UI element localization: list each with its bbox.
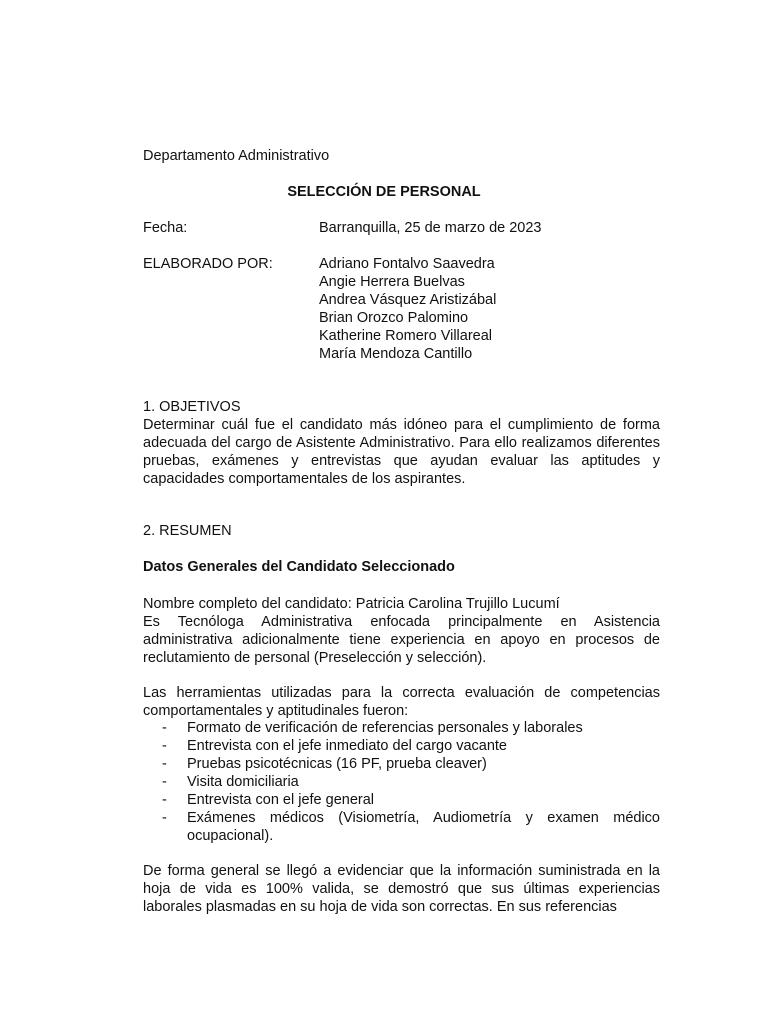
conclusion-text: De forma general se llegó a evidenciar que la información suministrada en la hoja de vida es 100% valida, se demostró que sus últimas experiencias laborales plasmadas en su hoja de vida son correctas. En sus referencias xyxy=(143,863,660,915)
author-name: Andrea Vásquez Aristizábal xyxy=(319,292,497,308)
list-item xyxy=(143,809,660,845)
list-item xyxy=(143,773,660,791)
list-item-text: Formato de verificación de referencias personales y laborales xyxy=(187,720,583,736)
conclusion-paragraph xyxy=(143,862,660,916)
tools-list xyxy=(143,719,660,845)
objectives-heading: 1. OBJETIVOS xyxy=(143,399,241,415)
list-item-text: Pruebas psicotécnicas (16 PF, prueba cleaver) xyxy=(187,756,487,772)
list-item xyxy=(143,755,660,773)
summary-heading: 2. RESUMEN xyxy=(143,523,232,539)
tools-intro xyxy=(143,684,660,720)
bullet-dash: - xyxy=(162,774,167,790)
list-item-text: Visita domiciliaria xyxy=(187,774,299,790)
list-item-text: Entrevista con el jefe inmediato del cargo vacante xyxy=(187,738,507,754)
date-label: Fecha: xyxy=(143,220,188,236)
author-name: Adriano Fontalvo Saavedra xyxy=(319,256,495,272)
objectives-body xyxy=(143,416,660,488)
candidate-data-heading: Datos Generales del Candidato Seleccionado xyxy=(143,559,455,575)
bullet-dash: - xyxy=(162,720,167,736)
authors-list xyxy=(319,255,496,363)
author-name: María Mendoza Cantillo xyxy=(319,346,473,362)
bullet-dash: - xyxy=(162,810,167,826)
bullet-dash: - xyxy=(162,738,167,754)
author-name: Katherine Romero Villareal xyxy=(319,328,493,344)
list-item xyxy=(143,737,660,755)
date-value: Barranquilla, 25 de marzo de 2023 xyxy=(319,220,542,236)
document-title: SELECCIÓN DE PERSONAL xyxy=(287,184,481,200)
list-item xyxy=(143,791,660,809)
author-name: Brian Orozco Palomino xyxy=(319,310,469,326)
list-item xyxy=(143,719,660,737)
author-name: Angie Herrera Buelvas xyxy=(319,274,465,290)
tools-intro-text: Las herramientas utilizadas para la correcta evaluación de competencias comportamentales y aptitudinales fueron: xyxy=(143,685,660,719)
department-name: Departamento Administrativo xyxy=(143,148,330,164)
candidate-description-text: Es Tecnóloga Administrativa enfocada principalmente en Asistencia administrativa adicionalmente tiene experiencia en apoyo en procesos de reclutamiento de personal (Preselección y selección). xyxy=(143,614,660,666)
list-item-text: Exámenes médicos (Visiometría, Audiometría y examen médico ocupacional). xyxy=(187,810,660,844)
bullet-dash: - xyxy=(162,792,167,808)
list-item-text: Entrevista con el jefe general xyxy=(187,792,374,808)
candidate-name: Nombre completo del candidato: Patricia Carolina Trujillo Lucumí xyxy=(143,596,560,612)
authors-label: ELABORADO POR: xyxy=(143,256,273,272)
candidate-description xyxy=(143,613,660,667)
bullet-dash: - xyxy=(162,756,167,772)
objectives-text: Determinar cuál fue el candidato más idóneo para el cumplimiento de forma adecuada del cargo de Asistente Administrativo. Para ello realizamos diferentes pruebas, exámenes y entrevistas que ayudan evaluar las aptitudes y capacidades comportamentales de los aspirantes. xyxy=(143,417,660,487)
